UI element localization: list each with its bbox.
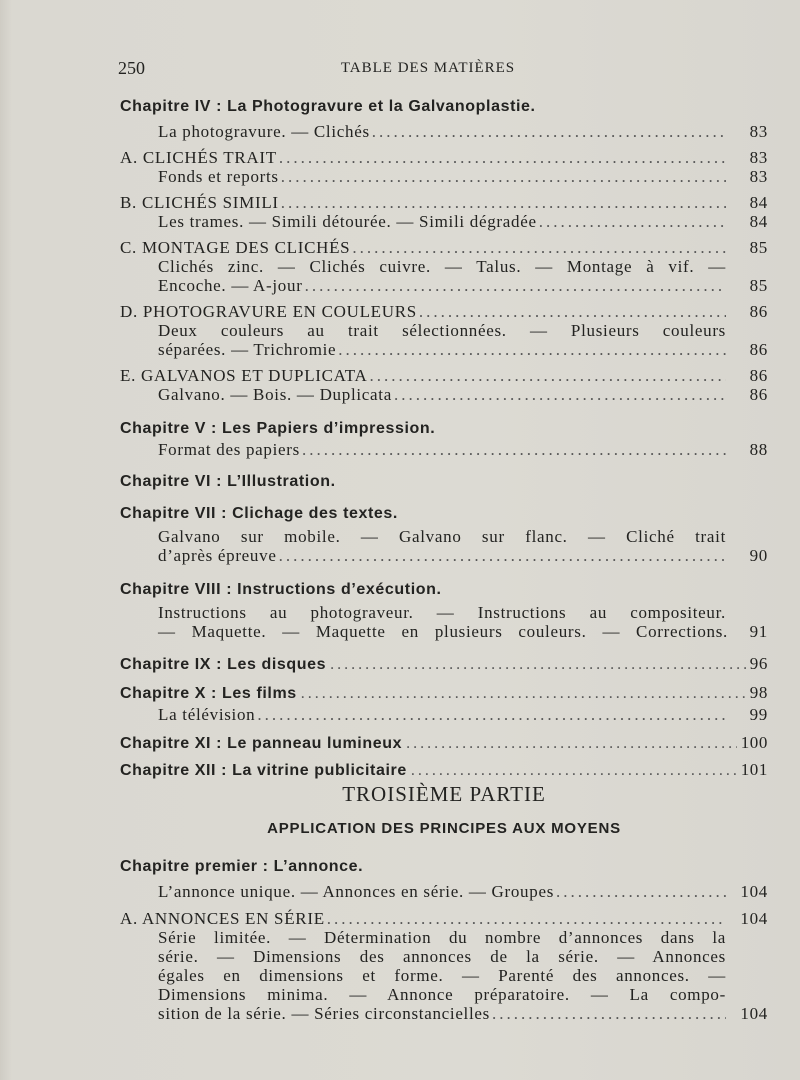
entry-text: — Maquette. — Maquette en plusieurs couleurs. — Corrections.	[158, 622, 728, 641]
entry-text: Instructions au photograveur. — Instructions au compositeur.	[158, 603, 726, 622]
entry-page: 104	[740, 909, 768, 928]
leader-dots	[281, 193, 726, 212]
entry-text: A. ANNONCES EN SÉRIE	[120, 909, 325, 928]
table-of-contents	[120, 96, 768, 782]
entry-text: La photogravure. — Clichés	[158, 122, 370, 141]
entry-page: 83	[749, 148, 768, 167]
page-number: 250	[118, 58, 145, 78]
leader-dots	[419, 302, 726, 321]
chapter-heading	[120, 653, 768, 676]
toc-entry	[120, 340, 768, 359]
entry-text: C. MONTAGE DES CLICHÉS	[120, 238, 351, 257]
entry-text: d’après épreuve	[158, 546, 277, 565]
entry-page: 84	[749, 193, 768, 212]
chapter-heading: Chapitre premier : L’annonce.	[120, 858, 364, 875]
chapter-title: Chapitre XI : Le panneau lumineux	[120, 735, 403, 752]
leader-dots	[257, 705, 726, 724]
chapter-heading	[120, 682, 768, 705]
leader-dots	[330, 654, 746, 676]
entry-page: 83	[749, 122, 768, 141]
toc-entry	[120, 546, 768, 565]
chapter-heading: Chapitre VI : L’Illustration.	[120, 473, 336, 490]
chapter-title: Chapitre X : Les films	[120, 685, 297, 702]
chapter-heading	[120, 732, 768, 755]
toc-entry	[120, 440, 768, 459]
leader-dots	[352, 238, 726, 257]
toc-entry	[120, 882, 768, 901]
toc-entry	[120, 167, 768, 186]
entry-page: 85	[749, 238, 768, 257]
toc-entry	[120, 385, 768, 404]
leader-dots	[372, 122, 726, 141]
toc-entry	[120, 1004, 768, 1023]
entry-page: 100	[740, 733, 768, 752]
part-contents	[120, 856, 768, 1023]
entry-text: Dimensions minima. — Annonce préparatoire. — La compo-	[158, 985, 726, 1004]
entry-page: 84	[749, 212, 768, 231]
chapter-heading	[120, 759, 768, 782]
entry-text: Galvano. — Bois. — Duplicata	[158, 385, 392, 404]
entry-text: L’annonce unique. — Annonces en série. — Groupes	[158, 882, 555, 901]
toc-entry	[120, 148, 768, 167]
leader-dots	[369, 366, 726, 385]
leader-dots	[338, 340, 726, 359]
leader-dots	[539, 212, 726, 231]
toc-entry	[120, 212, 768, 231]
toc-entry-continued	[120, 527, 768, 546]
toc-entry	[120, 193, 768, 212]
leader-dots	[406, 733, 737, 755]
entry-text: sition de la série. — Séries circonstancielles	[158, 1004, 490, 1023]
toc-entry-continued	[120, 603, 768, 622]
toc-entry	[120, 366, 768, 385]
entry-text: série. — Dimensions des annonces de la série. — Annonces	[158, 947, 726, 966]
entry-page: 86	[749, 385, 768, 404]
leader-dots	[281, 167, 726, 186]
running-head	[118, 58, 738, 82]
chapter-heading: Chapitre VIII : Instructions d’exécution.	[120, 581, 442, 598]
entry-page: 96	[749, 654, 768, 673]
toc-entry	[120, 302, 768, 321]
entry-text: Série limitée. — Détermination du nombre d’annonces dans la	[158, 928, 726, 947]
entry-page: 104	[740, 882, 768, 901]
entry-page: 91	[749, 622, 768, 641]
entry-text: Deux couleurs au trait sélectionnées. — Plusieurs couleurs	[158, 321, 726, 340]
entry-page: 85	[749, 276, 768, 295]
toc-entry	[120, 238, 768, 257]
leader-dots	[394, 385, 726, 404]
entry-page: 88	[749, 440, 768, 459]
entry-text: Encoche. — A-jour	[158, 276, 303, 295]
leader-dots	[279, 148, 726, 167]
entry-page: 86	[749, 340, 768, 359]
chapter-entries	[120, 122, 768, 404]
entry-text: Clichés zinc. — Clichés cuivre. — Talus. — Montage à vif. —	[158, 257, 726, 276]
leader-dots	[302, 440, 726, 459]
entry-page: 101	[740, 760, 768, 779]
chapter-heading: Chapitre VII : Clichage des textes.	[120, 505, 398, 522]
entry-text: Format des papiers	[158, 440, 300, 459]
leader-dots	[411, 760, 737, 782]
part-title: TROISIÈME PARTIE	[342, 782, 546, 806]
entry-page: 98	[749, 683, 768, 702]
leader-dots	[279, 546, 726, 565]
toc-entry	[120, 909, 768, 928]
entry-page: 99	[749, 705, 768, 724]
chapter-title: Chapitre XII : La vitrine publicitaire	[120, 762, 407, 779]
entry-text: A. CLICHÉS TRAIT	[120, 148, 277, 167]
toc-entry	[120, 276, 768, 295]
part-subtitle: APPLICATION DES PRINCIPES AUX MOYENS	[267, 820, 621, 837]
chapter-heading: Chapitre IV : La Photogravure et la Galvanoplastie.	[120, 98, 536, 115]
entry-page: 86	[749, 366, 768, 385]
entry-text: La télévision	[158, 705, 256, 724]
leader-dots	[556, 882, 726, 901]
toc-entry-continued	[120, 321, 768, 340]
entry-text: B. CLICHÉS SIMILI	[120, 193, 279, 212]
entry-text: Les trames. — Simili détourée. — Simili dégradée	[158, 212, 537, 231]
entry-page: 90	[749, 546, 768, 565]
toc-entry-continued	[120, 928, 768, 1004]
leader-dots	[301, 683, 746, 705]
leader-dots	[327, 909, 726, 928]
leader-dots	[305, 276, 726, 295]
entry-text: Fonds et reports	[158, 167, 279, 186]
chapter-heading: Chapitre V : Les Papiers d’impression.	[120, 420, 436, 437]
entry-text: Galvano sur mobile. — Galvano sur flanc. — Cliché trait	[158, 527, 726, 546]
running-title: TABLE DES MATIÈRES	[340, 60, 516, 76]
toc-entry	[120, 622, 768, 641]
entry-text: séparées. — Trichromie	[158, 340, 337, 359]
toc-entry	[120, 122, 768, 141]
entry-page: 83	[749, 167, 768, 186]
toc-entry	[120, 705, 768, 724]
entry-page: 86	[749, 302, 768, 321]
leader-dots	[492, 1004, 726, 1023]
chapter-title: Chapitre IX : Les disques	[120, 656, 327, 673]
entry-page: 104	[740, 1004, 768, 1023]
entry-text: E. GALVANOS ET DUPLICATA	[120, 366, 368, 385]
entry-text: D. PHOTOGRAVURE EN COULEURS	[120, 302, 417, 321]
entry-text: égales en dimensions et forme. — Parenté des annonces. —	[158, 966, 726, 985]
toc-entry-continued	[120, 257, 768, 276]
